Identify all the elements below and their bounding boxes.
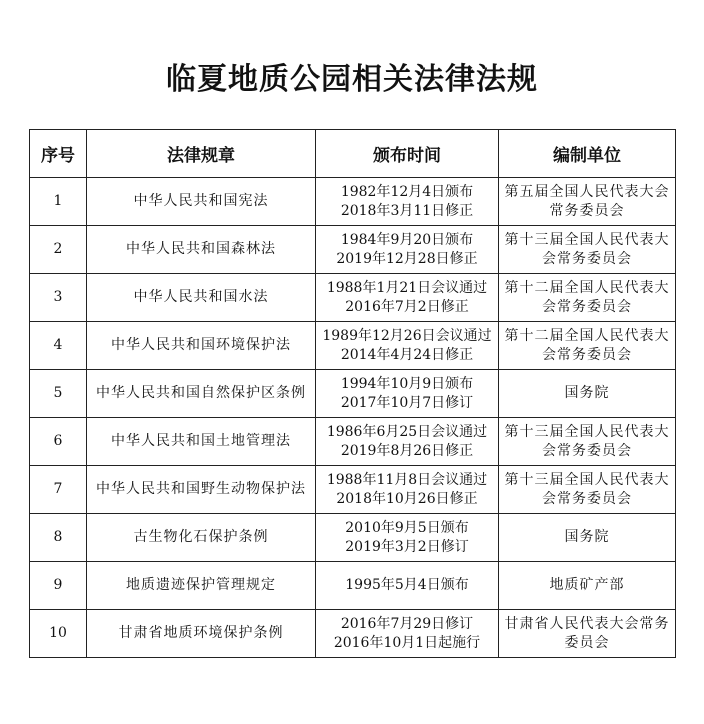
date-line: 1982年12月4日颁布 [340, 183, 474, 200]
law-name: 中华人民共和国环境保护法 [87, 322, 316, 370]
row-number: 3 [30, 274, 87, 322]
date-line: 1988年1月21日会议通过 [326, 279, 488, 296]
row-number: 8 [30, 514, 87, 562]
date-line: 2019年3月2日修订 [345, 538, 469, 555]
issue-date [316, 322, 499, 370]
date-line: 2019年12月28日修正 [336, 250, 478, 267]
table-row [30, 610, 676, 658]
law-name: 地质遗迹保护管理规定 [87, 562, 316, 610]
law-name: 中华人民共和国自然保护区条例 [87, 370, 316, 418]
table-row [30, 514, 676, 562]
page-title: 临夏地质公园相关法律法规 [166, 62, 538, 97]
row-number: 9 [30, 562, 87, 610]
table-row [30, 226, 676, 274]
date-line: 2017年10月7日修订 [340, 394, 474, 411]
date-line: 1984年9月20日颁布 [340, 231, 474, 248]
issuer: 国务院 [499, 514, 676, 562]
date-line: 2016年10月1日起施行 [333, 634, 481, 651]
issuer: 甘肃省人民代表大会常务委员会 [499, 610, 676, 658]
row-number: 7 [30, 466, 87, 514]
issuer: 第十三届全国人民代表大会常务委员会 [499, 466, 676, 514]
date-line: 2016年7月2日修正 [345, 298, 469, 315]
issue-date [316, 274, 499, 322]
issuer: 第十三届全国人民代表大会常务委员会 [499, 226, 676, 274]
date-line: 2018年10月26日修正 [336, 490, 478, 507]
issue-date [316, 562, 499, 610]
table-header-row [30, 130, 676, 178]
table-row [30, 370, 676, 418]
date-line: 2019年8月26日修正 [340, 442, 474, 459]
issuer: 第十三届全国人民代表大会常务委员会 [499, 418, 676, 466]
issuer: 地质矿产部 [499, 562, 676, 610]
header-number: 序号 [30, 130, 87, 178]
table-row [30, 418, 676, 466]
issue-date [316, 418, 499, 466]
issue-date [316, 178, 499, 226]
date-line: 1989年12月26日会议通过 [322, 327, 492, 344]
date-line: 2018年3月11日修正 [340, 202, 474, 219]
law-name: 中华人民共和国野生动物保护法 [87, 466, 316, 514]
law-name: 中华人民共和国土地管理法 [87, 418, 316, 466]
issue-date [316, 226, 499, 274]
date-line: 2016年7月29日修订 [340, 615, 474, 632]
date-line: 1988年11月8日会议通过 [326, 471, 488, 488]
law-name: 古生物化石保护条例 [87, 514, 316, 562]
table-row [30, 178, 676, 226]
date-line: 1995年5月4日颁布 [345, 577, 469, 593]
date-line: 1986年6月25日会议通过 [326, 423, 488, 440]
row-number: 5 [30, 370, 87, 418]
table-row [30, 274, 676, 322]
header-issuer: 编制单位 [499, 130, 676, 178]
law-name: 中华人民共和国森林法 [87, 226, 316, 274]
row-number: 10 [30, 610, 87, 658]
row-number: 1 [30, 178, 87, 226]
row-number: 6 [30, 418, 87, 466]
issuer: 第十二届全国人民代表大会常务委员会 [499, 322, 676, 370]
law-name: 中华人民共和国宪法 [87, 178, 316, 226]
table-row [30, 562, 676, 610]
date-line: 1994年10月9日颁布 [340, 375, 474, 392]
table-row [30, 322, 676, 370]
row-number: 2 [30, 226, 87, 274]
issue-date [316, 514, 499, 562]
laws-table [29, 129, 676, 658]
issue-date [316, 370, 499, 418]
date-line: 2014年4月24日修正 [340, 346, 474, 363]
issuer: 国务院 [499, 370, 676, 418]
table-row [30, 466, 676, 514]
law-name: 甘肃省地质环境保护条例 [87, 610, 316, 658]
row-number: 4 [30, 322, 87, 370]
header-date: 颁布时间 [316, 130, 499, 178]
law-name: 中华人民共和国水法 [87, 274, 316, 322]
header-law: 法律规章 [87, 130, 316, 178]
issue-date [316, 466, 499, 514]
issuer: 第十二届全国人民代表大会常务委员会 [499, 274, 676, 322]
date-line: 2010年9月5日颁布 [345, 519, 469, 536]
issuer: 第五届全国人民代表大会常务委员会 [499, 178, 676, 226]
issue-date [316, 610, 499, 658]
